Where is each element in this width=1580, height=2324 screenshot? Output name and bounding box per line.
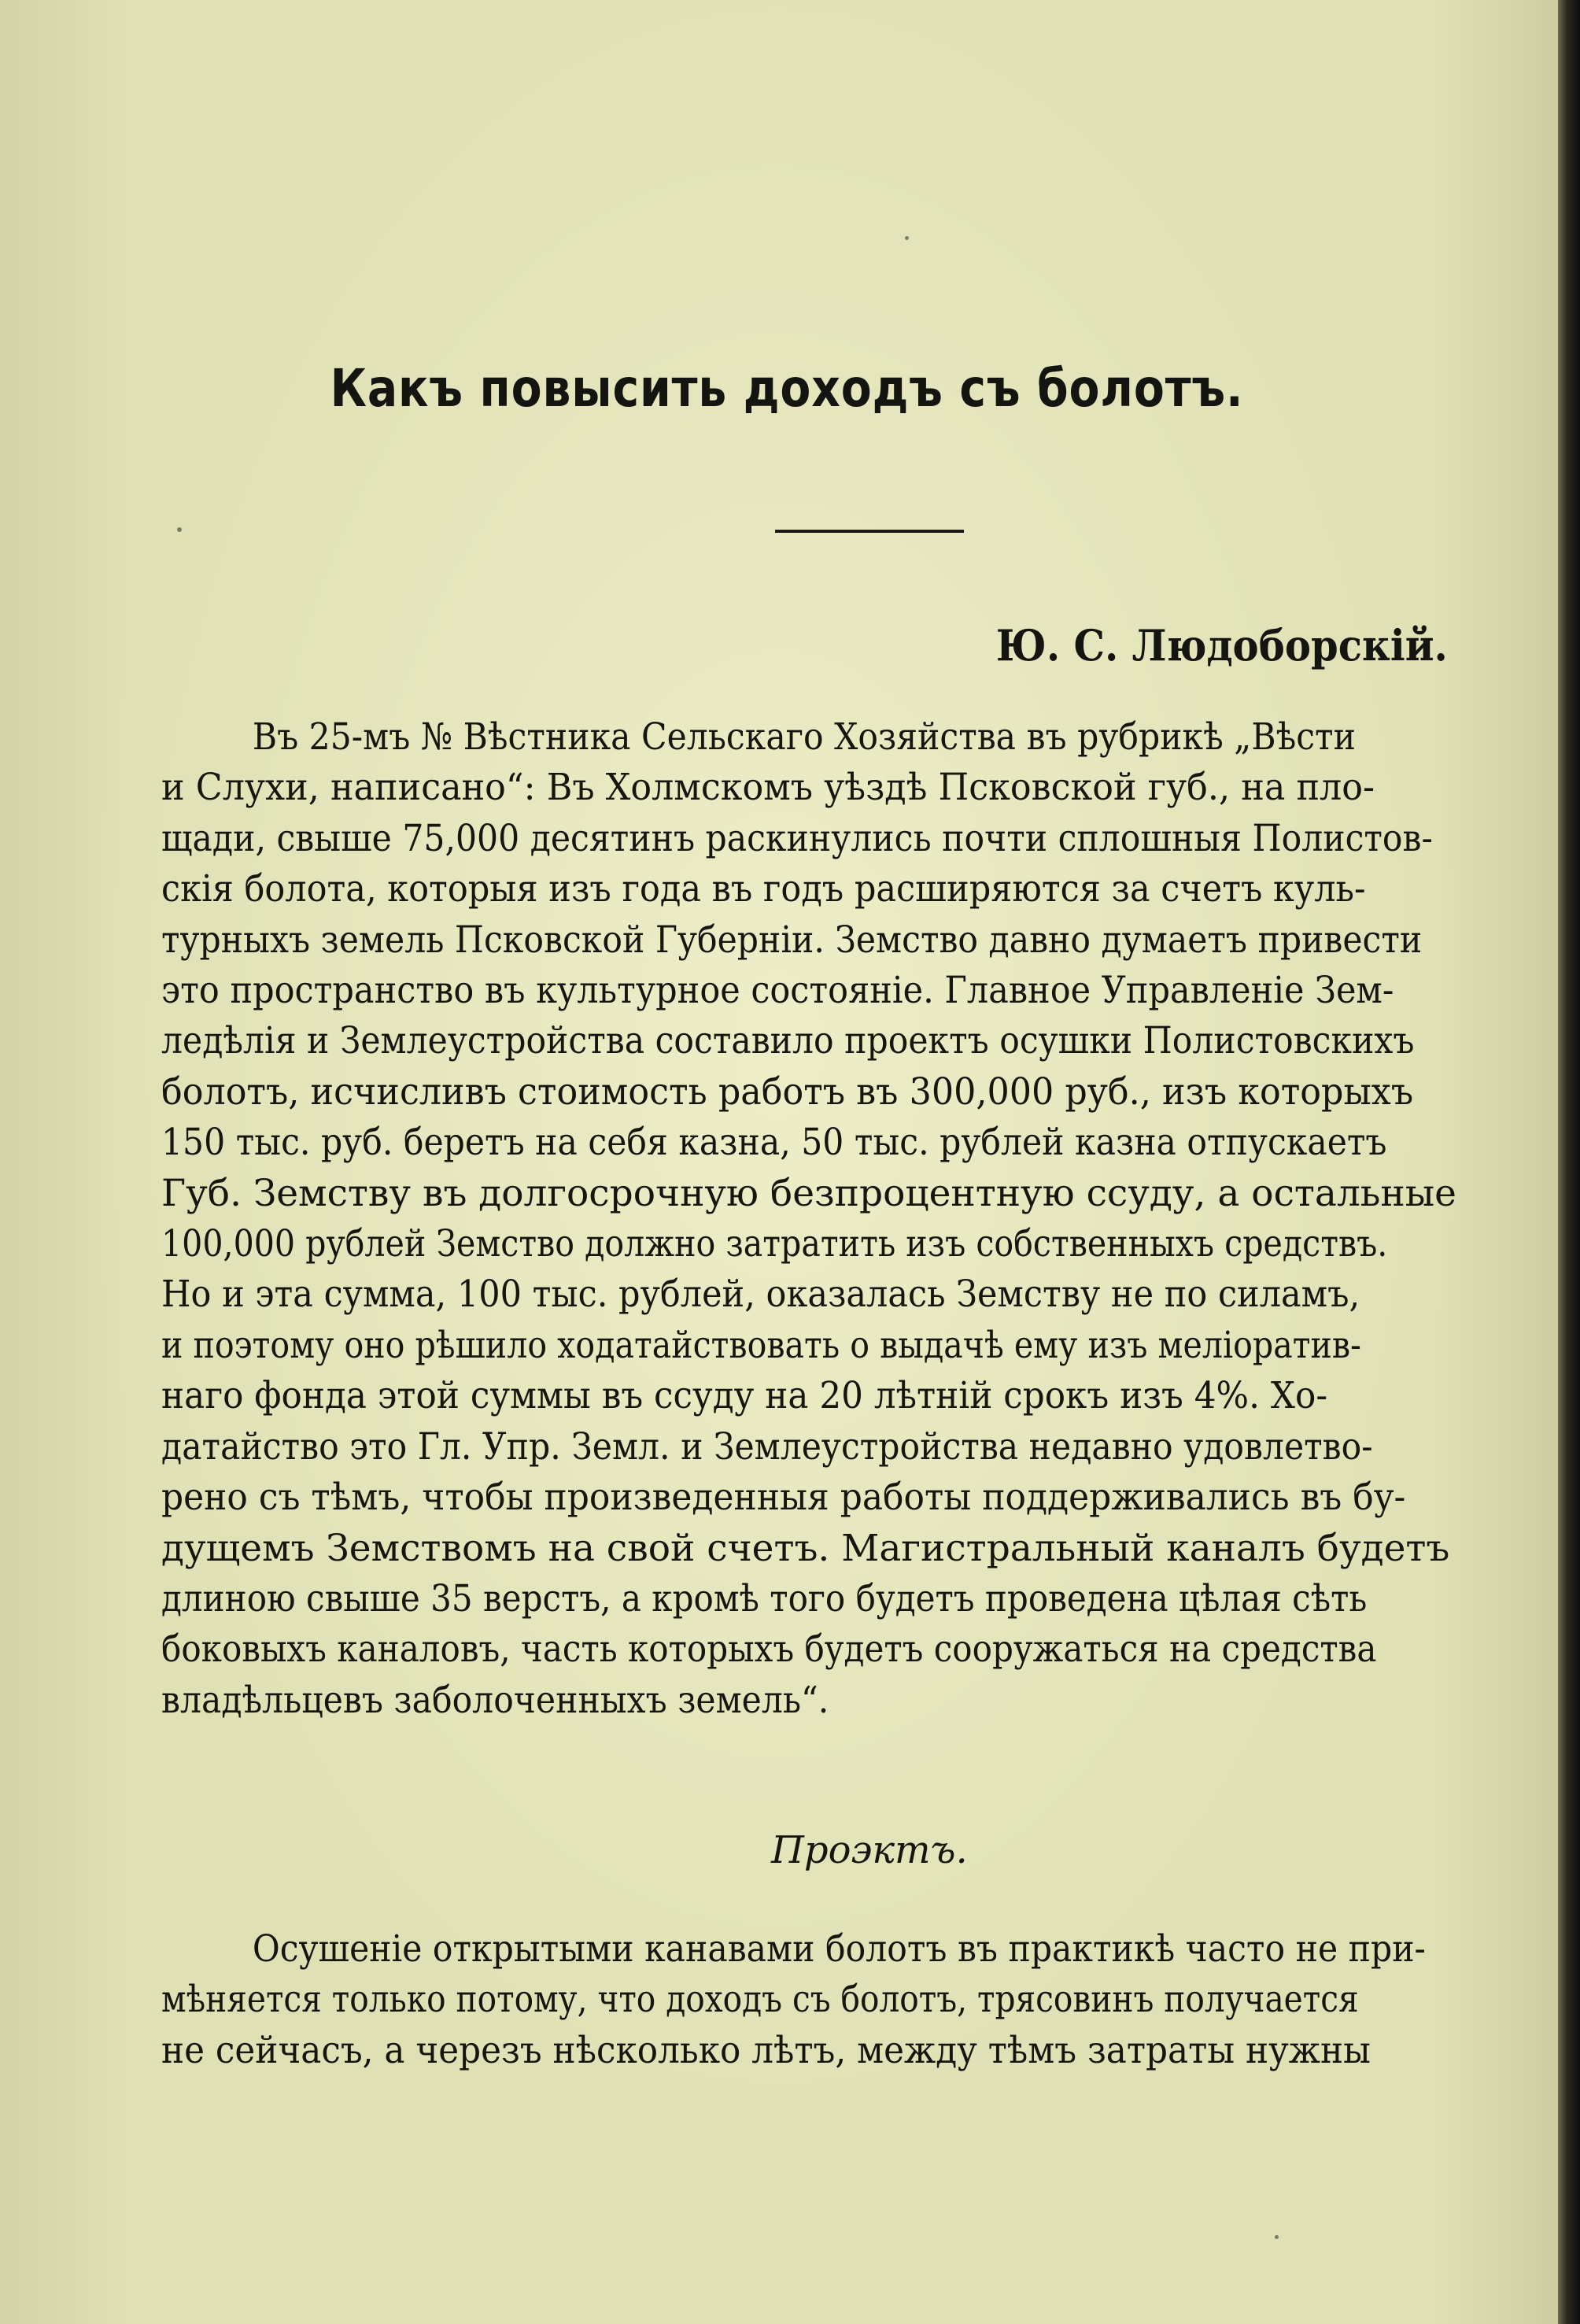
ink-speck [905,236,909,240]
text-line: скія болота, которыя изъ года въ годъ расширяются за счетъ куль- [161,867,1366,911]
text-line: ледѣлія и Землеустройства составило проектъ осушки Полистовскихъ [161,1019,1415,1063]
text-line: 100,000 рублей Земство должно затратить изъ собственныхъ средствъ. [161,1222,1388,1266]
text-line: длиною свыше 35 верстъ, а кромѣ того будетъ проведена цѣлая сѣть [161,1576,1368,1620]
title-divider [775,530,964,533]
text-line: Губ. Земству въ долгосрочную безпроцентную ссуду, а остальные [161,1171,1456,1215]
text-line: датайство это Гл. Упр. Земл. и Землеустройства недавно удовлетво- [161,1424,1373,1469]
text-line: Но и эта сумма, 100 тыс. рублей, оказалась Земству не по силамъ, [161,1273,1360,1317]
text-line: рено съ тѣмъ, чтобы произведенныя работы поддерживались въ бу- [161,1476,1406,1520]
book-spine-shadow [1558,0,1580,2324]
text-line: и Слухи, написано“: Въ Холмскомъ уѣздѣ Псковской губ., на пло- [161,766,1375,810]
text-line: турныхъ земель Псковской Губерніи. Земство давно думаетъ привести [161,918,1423,962]
show-through-text [165,31,1550,87]
text-line: мѣняется только потому, что доходъ съ болотъ, трясовинъ получается [161,1978,1359,2022]
section-heading: Проэктъ. [771,1828,968,1872]
article-author: Ю. С. Людоборскій. [996,620,1448,671]
text-line: это пространство въ культурное состояніе. Главное Управленіе Зем- [161,969,1394,1013]
ink-speck [177,527,182,532]
text-line: не сейчасъ, а черезъ нѣсколько лѣтъ, между тѣмъ затраты нужны [161,2028,1371,2072]
text-line: щади, свыше 75,000 десятинъ раскинулись почти сплошныя Полистов- [161,816,1433,860]
text-line: дущемъ Земствомъ на свой счетъ. Магистральный каналъ будетъ [161,1526,1450,1570]
text-line: владѣльцевъ заболоченныхъ земель“. [161,1678,829,1722]
text-line: и поэтому оно рѣшило ходатайствовать о выдачѣ ему изъ мелioратив- [161,1323,1361,1367]
text-line: 150 тыс. руб. беретъ на себя казна, 50 тыс. рублей казна отпускаетъ [161,1121,1387,1165]
paragraph-2 [161,1924,1558,2076]
text-line: болотъ, исчисливъ стоимость работъ въ 300,000 руб., изъ которыхъ [161,1070,1414,1114]
ink-speck [1275,2235,1279,2239]
article-title: Какъ повысить доходъ съ болотъ. [330,358,1244,419]
paragraph-1 [161,712,1558,1726]
text-line: Въ 25-мъ № Вѣстника Сельскаго Хозяйства въ рубрикѣ „Вѣсти [252,715,1356,759]
text-line: боковыхъ каналовъ, часть которыхъ будетъ сооружаться на средства [161,1628,1377,1672]
text-line: Осушеніе открытыми канавами болотъ въ практикѣ часто не при- [252,1927,1426,1971]
text-line: наго фонда этой суммы въ ссуду на 20 лѣтній срокъ изъ 4%. Хо- [161,1374,1328,1418]
